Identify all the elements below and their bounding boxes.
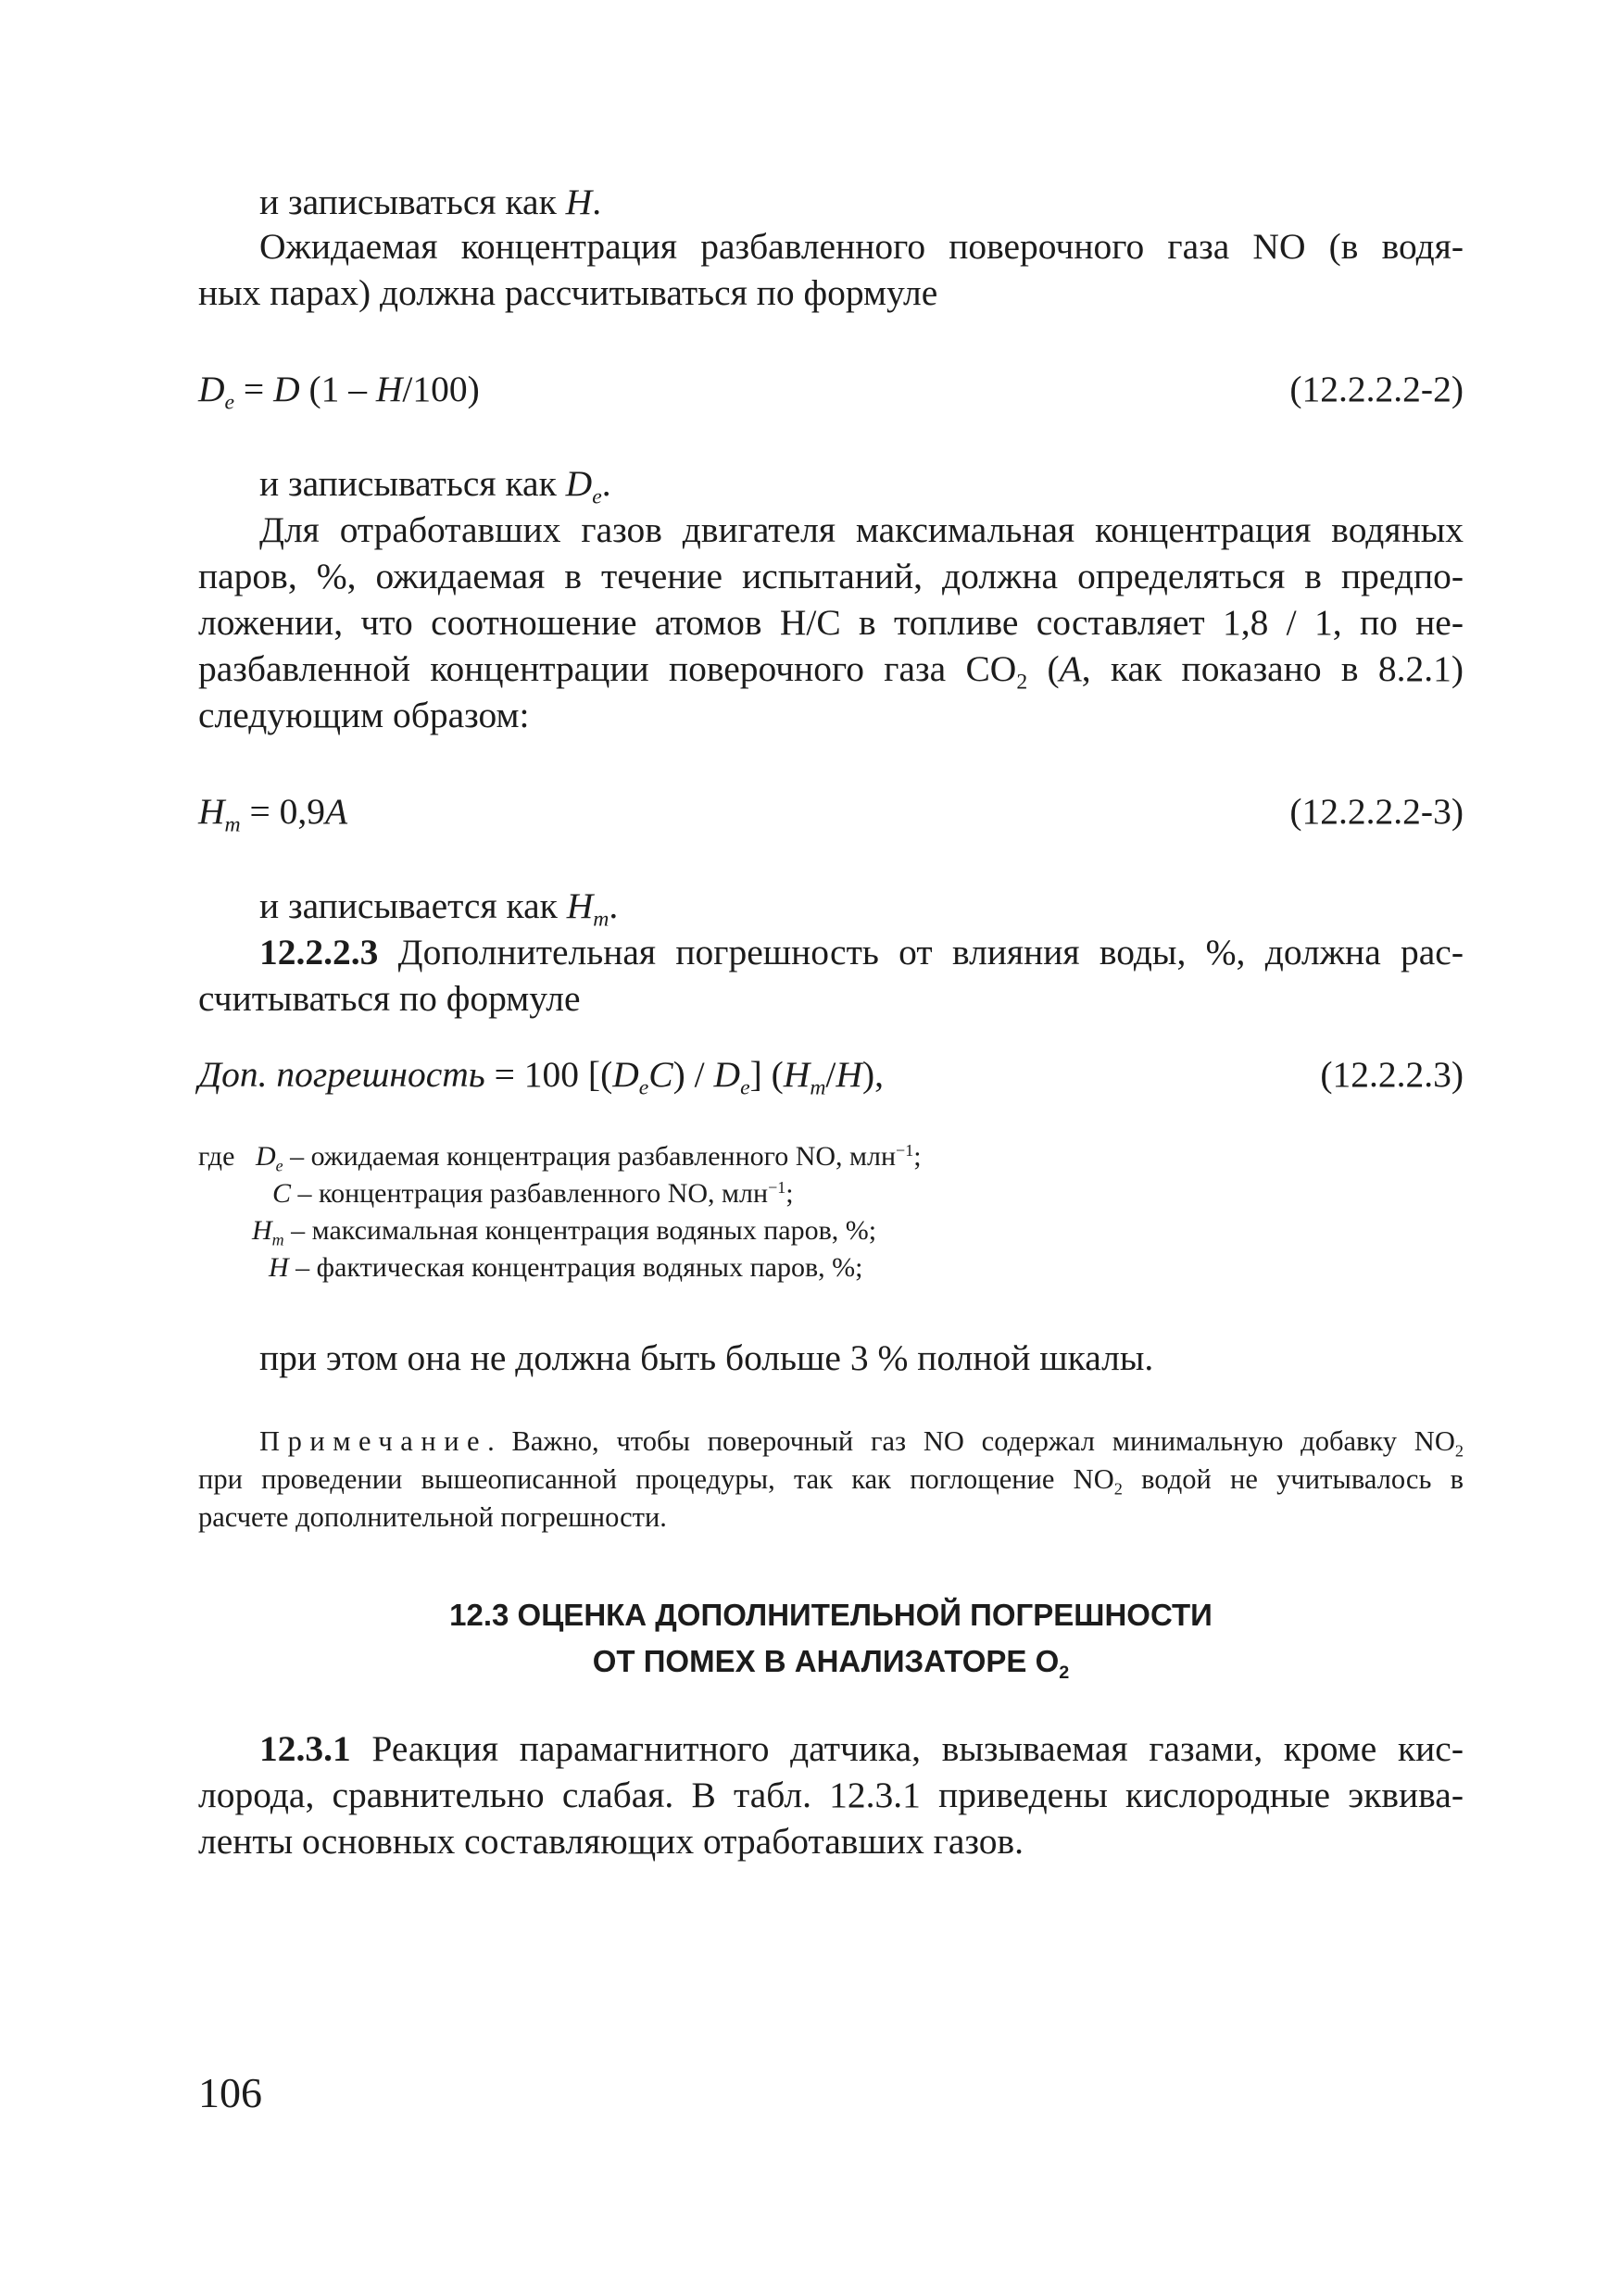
text-line: 12.3.1 Реакция парамагнитного датчика, вызываемая газами, кроме кис- — [259, 1728, 1464, 1769]
text-line: 12.2.2.3 Дополнительная погрешность от влияния воды, %, должна рас- — [259, 932, 1464, 972]
section-heading: 12.3 ОЦЕНКА ДОПОЛНИТЕЛЬНОЙ ПОГРЕШНОСТИ — [449, 1598, 1213, 1632]
text-line: разбавленной концентрации поверочного газа $CO_2$ (A, как показано в 8.2.1) — [198, 648, 1464, 695]
equation-additional-error: Доп. погрешность = 100 $[(D_eC) / D_e]$ $(H_m/H)$, — [198, 1054, 884, 1100]
text-line: и записываться как $D_e$. — [259, 463, 611, 509]
text-line: Ожидаемая концентрация разбавленного поверочного газа NO (в водя- — [259, 226, 1464, 267]
text-line: считываться по формуле — [198, 978, 581, 1019]
equation-hm: $H_m = 0,9A$ — [198, 791, 348, 837]
text-line: и записываться как H. — [259, 182, 602, 222]
equation-number: (12.2.2.2-2) — [1289, 369, 1464, 409]
text-line: и записывается как $H_m$. — [259, 885, 619, 932]
where-item: $D_e$ – ожидаемая концентрация разбавленного NO, млн$^{-1}$; — [256, 1141, 922, 1175]
where-item: $H_m$ – максимальная концентрация водяных паров, %; — [252, 1215, 877, 1249]
where-item: H – фактическая концентрация водяных паров, %; — [269, 1252, 863, 1283]
text-line: Для отработавших газов двигателя максимальная концентрация водяных — [259, 509, 1464, 550]
text-line: ных парах) должна рассчитываться по формуле — [198, 272, 938, 313]
note-line: Примечание. Важно, чтобы поверочный газ NO содержал минимальную добавку $NO_2$ — [259, 1425, 1464, 1461]
equation-number: (12.2.2.3) — [1320, 1054, 1464, 1095]
note-line: расчете дополнительной погрешности. — [198, 1501, 667, 1533]
page-number: 106 — [198, 2069, 262, 2116]
text-line: следующим образом: — [198, 695, 530, 735]
text-line: ленты основных составляющих отработавших газов. — [198, 1821, 1024, 1862]
equation-number: (12.2.2.2-3) — [1289, 791, 1464, 832]
equation-de: $D_e = D$ (1 – H/100) — [198, 369, 480, 415]
text-line: ложении, что соотношение атомов H/C в топливе составляет 1,8 / 1, по не- — [198, 602, 1464, 643]
text-line: паров, %, ожидаемая в течение испытаний, должна определяться в предпо- — [198, 556, 1464, 596]
where-label: где — [198, 1141, 235, 1172]
section-heading: ОТ ПОМЕХ В АНАЛИЗАТОРЕ $O_2$ — [592, 1644, 1070, 1683]
where-item: C – концентрация разбавленного NO, млн$^{-1}$; — [272, 1178, 794, 1209]
note-line: при проведении вышеописанной процедуры, так как поглощение $NO_2$ водой не учитывалось в — [198, 1463, 1464, 1499]
text-line: лорода, сравнительно слабая. В табл. 12.3.1 приведены кислородные эквива- — [198, 1775, 1464, 1815]
text-line: при этом она не должна быть больше 3 % полной шкалы. — [259, 1337, 1154, 1378]
